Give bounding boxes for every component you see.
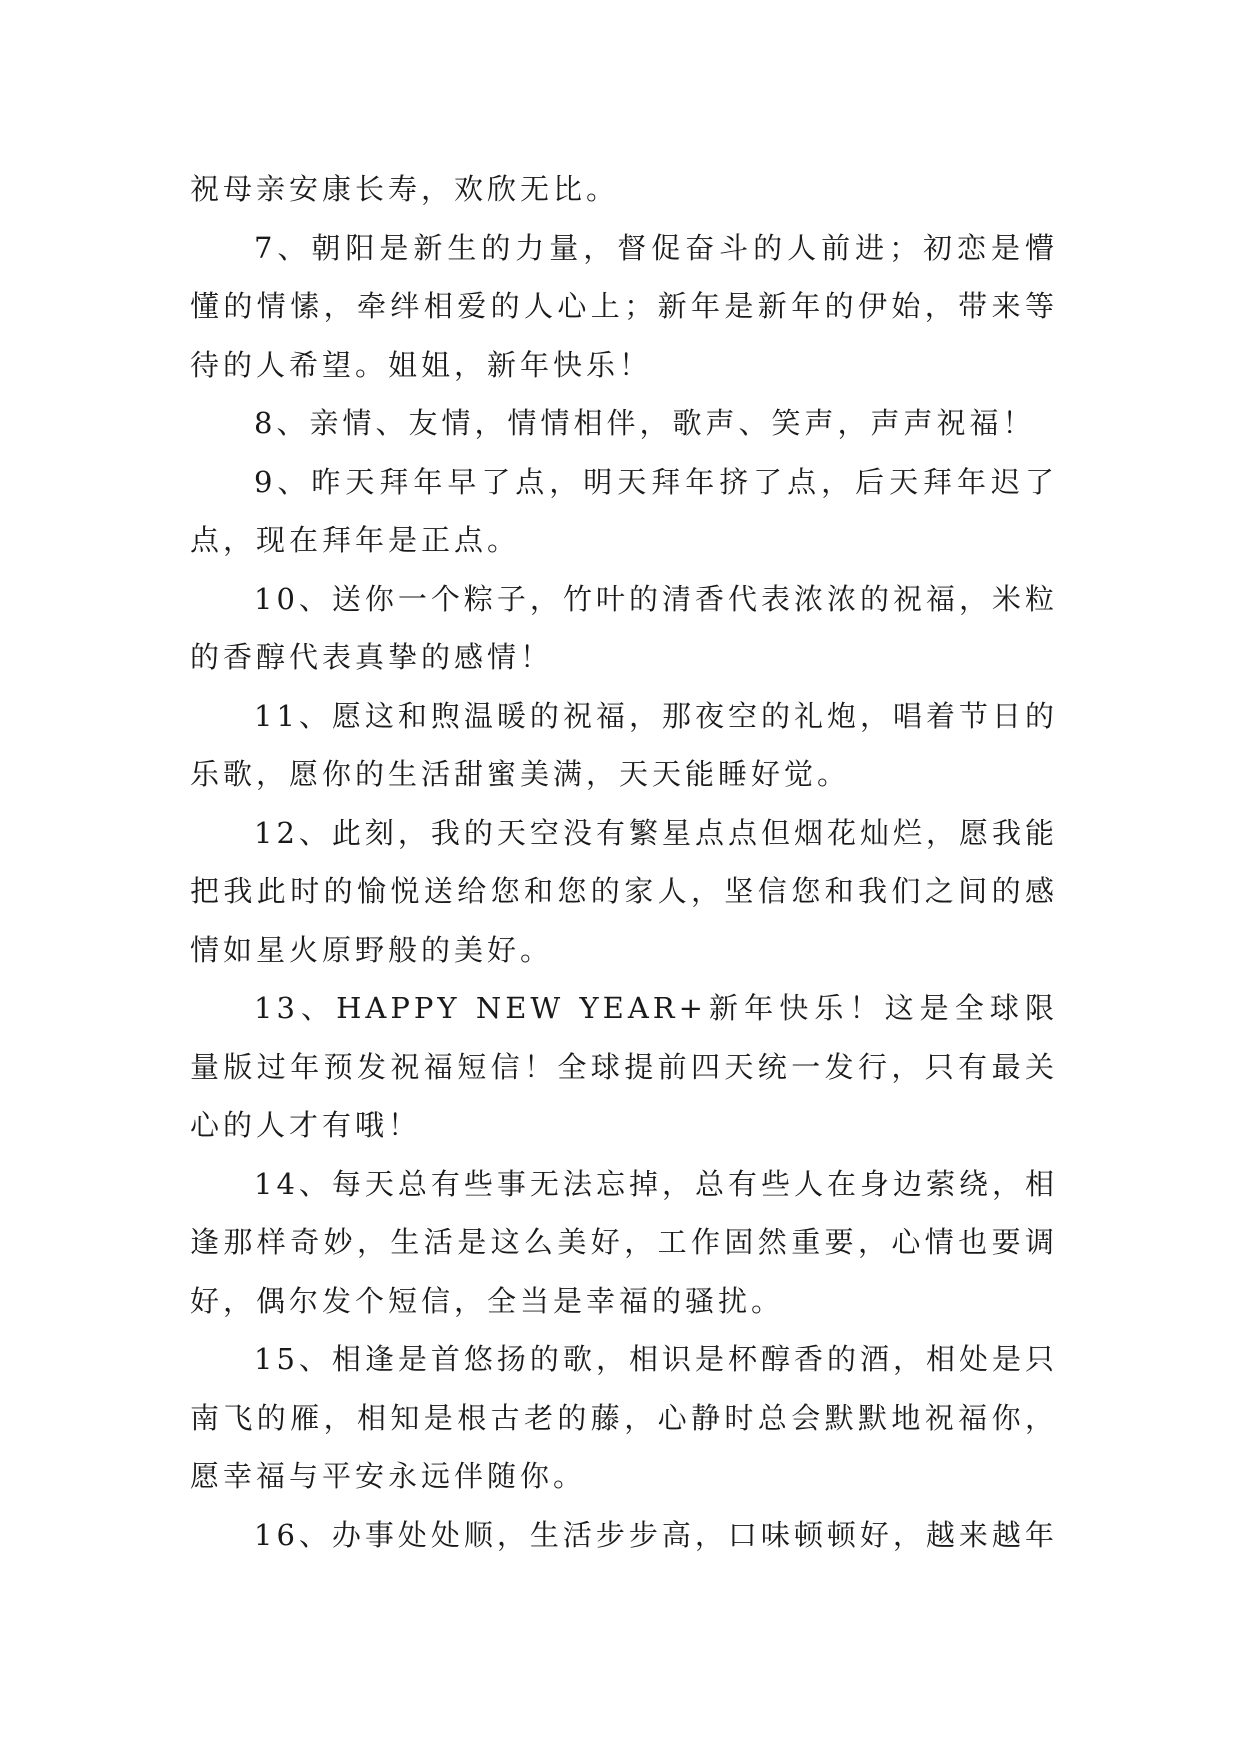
- paragraph-6: 11、愿这和煦温暖的祝福，那夜空的礼炮，唱着节日的乐歌，愿你的生活甜蜜美满，天天能睡好觉。: [190, 698, 1058, 791]
- paragraph-1: 祝母亲安康长寿，欢欣无比。: [190, 172, 620, 206]
- paragraph-7: 12、此刻，我的天空没有繁星点点但烟花灿烂，愿我能把我此时的愉悦送给您和您的家人，坚信您和我们之间的感情如星火原野般的美好。: [190, 815, 1058, 967]
- paragraph-5: 10、送你一个粽子，竹叶的清香代表浓浓的祝福，米粒的香醇代表真挚的感情！: [190, 581, 1058, 674]
- paragraph-11: 16、办事处处顺，生活步步高，口味顿顿好，越来越年: [254, 1517, 1058, 1552]
- paragraph-8: 13、HAPPY NEW YEAR+新年快乐！这是全球限量版过年预发祝福短信！全球提前四天统一发行，只有最关心的人才有哦！: [190, 991, 1058, 1142]
- paragraph-2: 7、朝阳是新生的力量，督促奋斗的人前进；初恋是懵懂的情愫，牵绊相爱的人心上；新年是新年的伊始，带来等待的人希望。姐姐，新年快乐！: [190, 230, 1058, 382]
- paragraph-9: 14、每天总有些事无法忘掉，总有些人在身边萦绕，相逢那样奇妙，生活是这么美好，工作固然重要，心情也要调好，偶尔发个短信，全当是幸福的骚扰。: [190, 1166, 1058, 1318]
- document-body: [190, 160, 1058, 1564]
- paragraph-10: 15、相逢是首悠扬的歌，相识是杯醇香的酒，相处是只南飞的雁，相知是根古老的藤，心静时总会默默地祝福你，愿幸福与平安永远伴随你。: [190, 1342, 1058, 1493]
- paragraph-3: 8、亲情、友情，情情相伴，歌声、笑声，声声祝福！: [254, 406, 1036, 440]
- paragraph-4: 9、昨天拜年早了点，明天拜年挤了点，后天拜年迟了点，现在拜年是正点。: [190, 464, 1058, 557]
